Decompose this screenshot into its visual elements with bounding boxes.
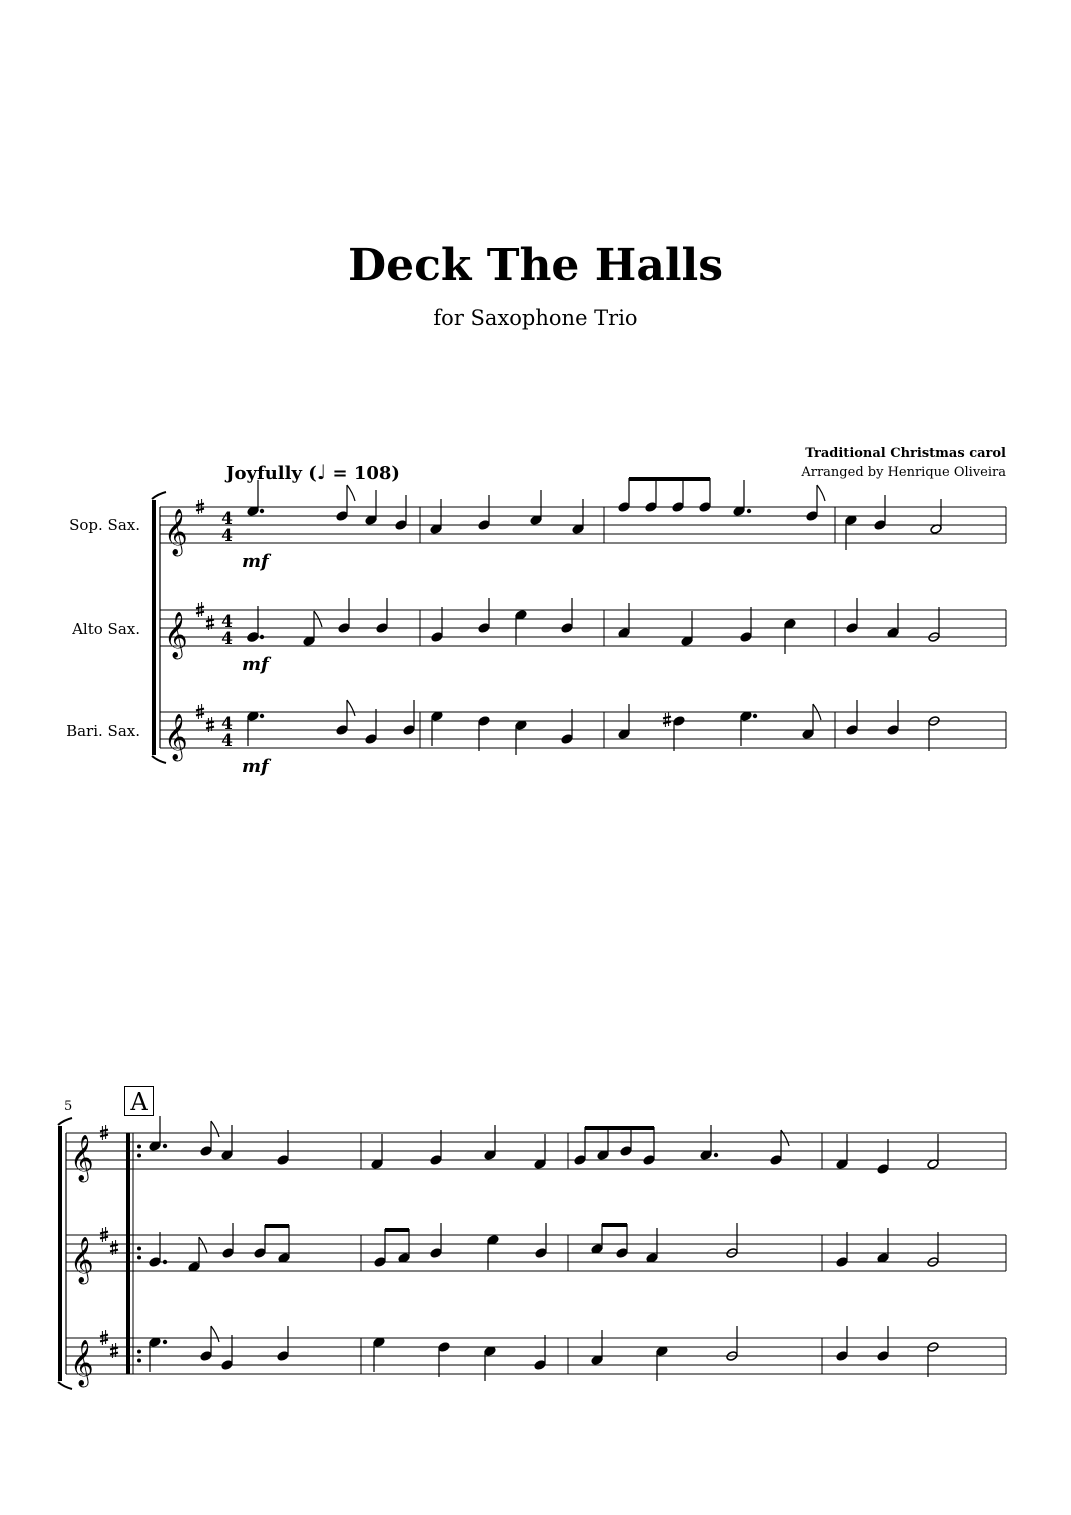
dynamic-mf: mf [242,551,269,572]
dynamic-mf: mf [242,756,269,777]
arranger: Arranged by Henrique Oliveira [801,465,1006,480]
notes-soprano-system-1 [247,478,942,550]
measure-number: 5 [64,1099,73,1114]
notes-soprano-system-2 [149,1116,939,1174]
notes-alto-system-2 [149,1223,939,1272]
time-sig-den: 4 [221,526,233,546]
clefs-system-1 [164,509,188,762]
instrument-label-baritone: Bari. Sax. [66,722,140,740]
instrument-label-soprano: Sop. Sax. [69,516,140,534]
time-sig-num: 4 [221,612,233,632]
score-subtitle: for Saxophone Trio [433,306,638,330]
treble-clef-icon: 𝄞 [164,714,188,760]
score-title: Deck The Halls [347,240,724,291]
rehearsal-mark: A [124,1086,154,1116]
tempo-value: = 108) [326,463,400,484]
treble-clef-icon: 𝄞 [164,612,188,658]
time-sig-den: 4 [221,629,233,649]
staff-baritone [160,712,1006,748]
dynamics-system-1 [242,551,272,777]
treble-clef-icon: 𝄞 [70,1237,94,1283]
quarter-note-icon: ♩ [316,460,327,484]
staff-alto [160,610,1006,646]
treble-clef-icon: 𝄞 [70,1340,94,1386]
composer: Traditional Christmas carol [805,446,1006,461]
time-sig-num: 4 [221,509,233,529]
notes-baritone-system-1 [247,700,940,755]
time-signatures-system-1 [221,509,233,751]
treble-clef-icon: 𝄞 [70,1135,94,1181]
dynamic-mf: mf [242,654,269,675]
time-sig-den: 4 [221,731,233,751]
clefs-system-2 [70,1135,94,1388]
treble-clef-icon: 𝄞 [164,509,188,555]
time-sig-num: 4 [221,714,233,734]
tempo-text: Joyfully [226,463,302,484]
instrument-label-alto: Alto Sax. [72,620,140,638]
notes-baritone-system-2 [149,1326,939,1381]
system-2 [58,1118,1006,1389]
tempo-open: ( [308,463,317,484]
